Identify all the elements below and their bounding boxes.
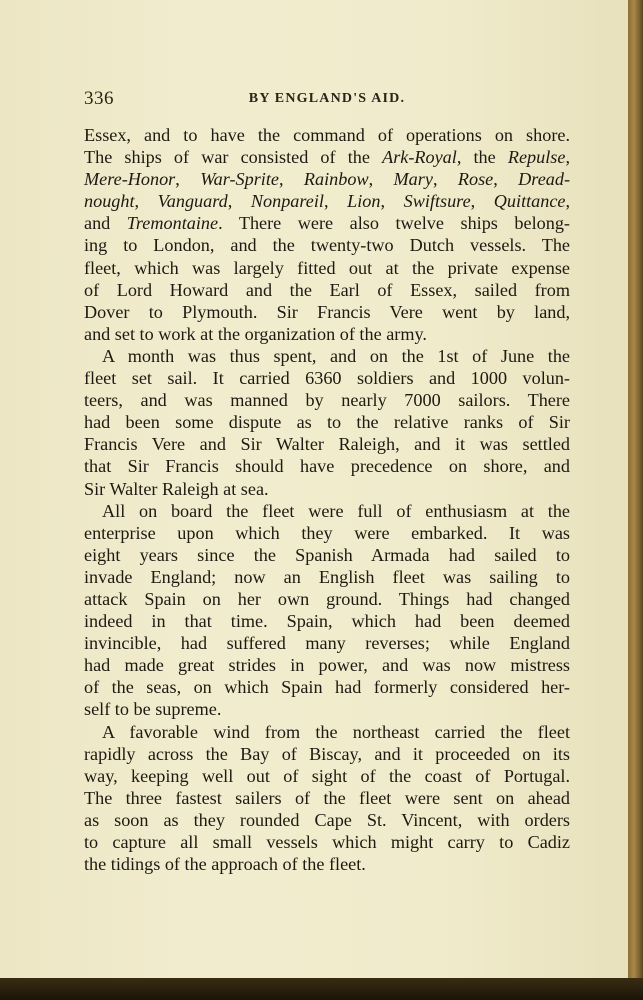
text-line: as soon as they rounded Cape St. Vincent, with orders (84, 809, 570, 830)
body-text (84, 124, 570, 875)
page-edge (628, 0, 643, 1000)
ship-name: Nonpareil (250, 191, 324, 212)
ship-name: Tremontaine (126, 213, 219, 234)
text-line: The ships of war consisted of the Ark-Royal, the Repulse, (84, 147, 570, 168)
text-line: ing to London, and the twenty-two Dutch vessels. The (84, 235, 570, 256)
page-number: 336 (84, 88, 114, 109)
text-line: The three fastest sailers of the fleet were sent on ahead (84, 787, 570, 808)
text-line: fleet, which was largely fitted out at the private expense (84, 257, 570, 278)
ship-name: Ark-Royal (382, 147, 457, 168)
text-line: eight years since the Spanish Armada had sailed to (84, 544, 570, 565)
text-line: invade England; now an English fleet was sailing to (84, 566, 570, 587)
text-line: way, keeping well out of sight of the coast of Portugal. (84, 765, 570, 786)
ship-name: Rose (457, 169, 494, 190)
text-line: All on board the fleet were full of enthusiasm at the (102, 500, 570, 521)
text-line: self to be supreme. (84, 699, 222, 720)
ship-name: Lion (347, 191, 381, 212)
ship-name: War-Sprite (200, 169, 279, 190)
text-line: and set to work at the organization of the army. (84, 323, 427, 344)
text-line: teers, and was manned by nearly 7000 sailors. There (84, 390, 570, 411)
page-bottom-edge (0, 978, 643, 1000)
text-line: indeed in that time. Spain, which had been deemed (84, 611, 570, 632)
ship-name: Swiftsure (403, 191, 471, 212)
ship-name: Vanguard (157, 191, 228, 212)
running-head: BY ENGLAND'S AID. (248, 91, 406, 106)
text-line: A favorable wind from the northeast carried the fleet (102, 721, 570, 742)
text-line: to capture all small vessels which might carry to Cadiz (84, 832, 570, 852)
ship-name: nought (84, 191, 135, 212)
text-line: and Tremontaine. There were also twelve ships belong- (84, 213, 570, 234)
text-line: the tidings of the approach of the fleet. (84, 854, 366, 875)
text-line: of Lord Howard and the Earl of Essex, sailed from (84, 279, 570, 300)
text-line: Essex, and to have the command of operations on shore. (84, 125, 570, 145)
text-line: of the seas, on which Spain had formerly considered her- (84, 677, 570, 698)
text-line: Francis Vere and Sir Walter Raleigh, and it was settled (84, 434, 570, 455)
text-line: had made great strides in power, and was now mistress (84, 655, 570, 676)
text-line: had been some dispute as to the relative ranks of Sir (84, 412, 570, 433)
text-line: nought, Vanguard, Nonpareil, Lion, Swiftsure, Quittance, (84, 191, 571, 212)
text-line: Sir Walter Raleigh at sea. (84, 478, 269, 499)
text-line: that Sir Francis should have precedence on shore, and (84, 456, 570, 477)
text-line: enterprise upon which they were embarked. It was (84, 522, 570, 543)
ship-name: Quittance (493, 191, 566, 212)
ship-name: Dread- (518, 169, 571, 190)
text-line: attack Spain on her own ground. Things had changed (84, 588, 570, 609)
ship-name: Rainbow (303, 169, 369, 190)
ship-name: Mary (393, 169, 433, 190)
ship-name: Repulse (507, 147, 566, 168)
page-header (84, 88, 570, 110)
text-line: Dover to Plymouth. Sir Francis Vere went by land, (84, 301, 570, 322)
text-line: invincible, had suffered many reverses; while England (84, 633, 570, 654)
ship-name: Mere-Honor (84, 169, 176, 190)
text-line: Mere-Honor, War-Sprite, Rainbow, Mary, Rose, Dread- (84, 169, 571, 190)
text-line: rapidly across the Bay of Biscay, and it proceeded on its (84, 743, 570, 764)
text-line: fleet set sail. It carried 6360 soldiers and 1000 volun- (84, 368, 570, 389)
text-line: A month was thus spent, and on the 1st of June the (102, 345, 570, 366)
